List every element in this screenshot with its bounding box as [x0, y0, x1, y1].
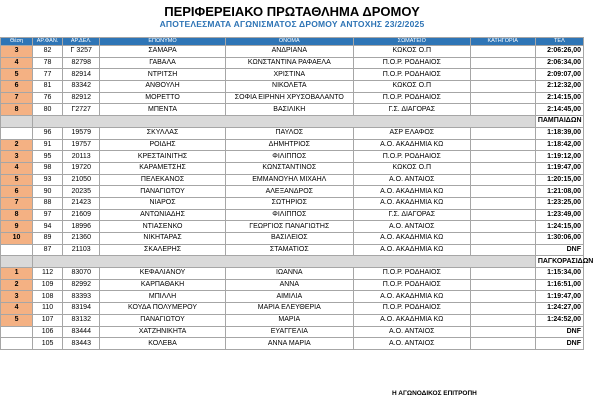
name-cell: ΒΑΣΙΛΕΙΟΣ [225, 233, 353, 245]
position-cell: 5 [1, 174, 33, 186]
bib-cell: 112 [33, 268, 63, 280]
header-surname: ΕΠΩΝΥΜΟ [100, 38, 225, 46]
name-cell: ΚΩΝΣΤΑΝΤΙΝΟΣ [225, 162, 353, 174]
category-cell [470, 92, 535, 104]
club-cell: Α.Ο. ΑΝΤΑΙΟΣ [353, 326, 470, 338]
club-cell: Π.Ο.Ρ. ΡΟΔΗΑΙΟΣ [353, 69, 470, 81]
time-cell: 1:30:06,00 [535, 233, 583, 245]
category-cell [470, 291, 535, 303]
bib-cell: 82 [33, 46, 63, 58]
club-cell: Α.Ο. ΑΚΑΔΗΜΙΑ ΚΩ [353, 139, 470, 151]
header-name: ΟΝΟΜΑ [225, 38, 353, 46]
table-row [1, 326, 584, 338]
surname-cell: ΝΤΙΑΣΕΝΚΟ [100, 221, 225, 233]
club-cell: ΚΩΚΟΣ Ο.Π [353, 162, 470, 174]
surname-cell: ΜΠΙΛΛΗ [100, 291, 225, 303]
category-cell [470, 303, 535, 315]
section-label-paides: ΠΑΜΠΑΙΔΩΝ [535, 116, 583, 128]
position-cell: 7 [1, 197, 33, 209]
club-cell: Γ.Σ. ΔΙΑΓΟΡΑΣ [353, 209, 470, 221]
category-cell [470, 174, 535, 186]
name-cell: ΣΤΑΜΑΤΙΟΣ [225, 244, 353, 256]
registration-cell: 21609 [63, 209, 100, 221]
table-row [1, 104, 584, 116]
bib-cell: 108 [33, 291, 63, 303]
bib-cell: 89 [33, 233, 63, 245]
header-category: ΚΑΤΗΓΟΡΙΑ [470, 38, 535, 46]
time-cell: 2:06:26,00 [535, 46, 583, 58]
registration-cell: 21423 [63, 197, 100, 209]
table-row [1, 186, 584, 198]
table-row [1, 69, 584, 81]
table-row [1, 46, 584, 58]
position-cell: 2 [1, 139, 33, 151]
category-cell [470, 221, 535, 233]
section-label-korasides: ΠΑΓΚΟΡΑΣΙΔΩΝ [535, 256, 583, 268]
position-cell: 6 [1, 186, 33, 198]
club-cell: Α.Ο. ΑΝΤΑΙΟΣ [353, 338, 470, 350]
position-cell: 4 [1, 57, 33, 69]
time-cell: 1:19:47,00 [535, 162, 583, 174]
club-cell: Α.Ο. ΑΚΑΔΗΜΙΑ ΚΩ [353, 314, 470, 326]
table-row [1, 57, 584, 69]
table-row [1, 314, 584, 326]
position-cell [1, 127, 33, 139]
surname-cell: ΜΠΕΝΤΑ [100, 104, 225, 116]
bib-cell: 87 [33, 244, 63, 256]
registration-cell: Γ 3257 [63, 46, 100, 58]
position-cell: 8 [1, 104, 33, 116]
club-cell: Α.Ο. ΑΚΑΔΗΜΙΑ ΚΩ [353, 244, 470, 256]
surname-cell: ΚΑΡΠΑΘΑΚΗ [100, 279, 225, 291]
registration-cell: 83444 [63, 326, 100, 338]
club-cell: Α.Ο. ΑΚΑΔΗΜΙΑ ΚΩ [353, 186, 470, 198]
surname-cell: ΡΟΙΔΗΣ [100, 139, 225, 151]
category-cell [470, 151, 535, 163]
bib-cell: 96 [33, 127, 63, 139]
table-row [1, 291, 584, 303]
table-row [1, 338, 584, 350]
category-cell [470, 57, 535, 69]
table-row [1, 174, 584, 186]
category-cell [470, 127, 535, 139]
name-cell: ΔΗΜΗΤΡΙΟΣ [225, 139, 353, 151]
registration-cell: 82914 [63, 69, 100, 81]
club-cell: Α.Ο. ΑΚΑΔΗΜΙΑ ΚΩ [353, 291, 470, 303]
header-time: ΤΕΛ [535, 38, 583, 46]
surname-cell: ΚΡΕΣΤΑΙΝΙΤΗΣ [100, 151, 225, 163]
name-cell: ΣΩΤΗΡΙΟΣ [225, 197, 353, 209]
name-cell: ΑΛΕΞΑΝΔΡΟΣ [225, 186, 353, 198]
section-korasides [1, 256, 593, 268]
time-cell: 1:24:52,00 [535, 314, 583, 326]
club-cell: ΑΣΡ ΕΛΑΦΟΣ [353, 127, 470, 139]
name-cell: ΕΥΑΓΓΕΛΙΑ [225, 326, 353, 338]
time-cell: 1:21:08,00 [535, 186, 583, 198]
category-cell [470, 268, 535, 280]
time-cell: 2:14:15,00 [535, 92, 583, 104]
category-cell [470, 244, 535, 256]
name-cell: ΦΙΛΙΠΠΟΣ [225, 151, 353, 163]
club-cell: Α.Ο. ΑΝΤΑΙΟΣ [353, 221, 470, 233]
time-cell: 1:23:25,00 [535, 197, 583, 209]
registration-cell: 20235 [63, 186, 100, 198]
bib-cell: 110 [33, 303, 63, 315]
surname-cell: ΚΟΛΕΒΑ [100, 338, 225, 350]
bib-cell: 106 [33, 326, 63, 338]
club-cell: Π.Ο.Ρ. ΡΟΔΗΑΙΟΣ [353, 303, 470, 315]
registration-cell: 83070 [63, 268, 100, 280]
bib-cell: 95 [33, 151, 63, 163]
header-position: Θέση [1, 38, 33, 46]
surname-cell: ΚΟΥΔΑ ΠΟΛΥΜΕΡΟΥ [100, 303, 225, 315]
header-club: ΣΩΜΑΤΕΙΟ [353, 38, 470, 46]
time-cell: 1:15:34,00 [535, 268, 583, 280]
club-cell: ΚΩΚΟΣ Ο.Π [353, 46, 470, 58]
position-cell: 5 [1, 69, 33, 81]
bib-cell: 107 [33, 314, 63, 326]
position-cell [1, 326, 33, 338]
position-cell: 4 [1, 162, 33, 174]
table-row [1, 139, 584, 151]
table-header-row [1, 38, 584, 46]
surname-cell: ΠΑΝΑΓΙΩΤΟΥ [100, 314, 225, 326]
time-cell: 1:24:27,00 [535, 303, 583, 315]
time-cell: 1:19:12,00 [535, 151, 583, 163]
registration-cell: 21050 [63, 174, 100, 186]
surname-cell: ΑΝΤΩΝΙΑΔΗΣ [100, 209, 225, 221]
footer-signature: Η ΑΓΩΝΟΔΙΚΟΣ ΕΠΙΤΡΟΠΗ [392, 390, 477, 397]
surname-cell: ΣΚΑΛΕΡΗΣ [100, 244, 225, 256]
time-cell: 1:16:51,00 [535, 279, 583, 291]
surname-cell: ΠΕΛΕΚΑΝΟΣ [100, 174, 225, 186]
section-paides [1, 116, 584, 128]
bib-cell: 80 [33, 104, 63, 116]
time-cell: 1:19:47,00 [535, 291, 583, 303]
bib-cell: 88 [33, 197, 63, 209]
category-cell [470, 338, 535, 350]
position-cell: 8 [1, 209, 33, 221]
category-cell [470, 279, 535, 291]
registration-cell: 21103 [63, 244, 100, 256]
time-cell: 1:18:39,00 [535, 127, 583, 139]
category-cell [470, 139, 535, 151]
registration-cell: 83393 [63, 291, 100, 303]
page-subtitle: ΑΠΟΤΕΛΕΣΜΑΤΑ ΑΓΩΝΙΣΜΑΤΟΣ ΔΡΟΜΟΥ ΑΝΤΟΧΗΣ 23/2/2025 [159, 19, 425, 29]
surname-cell: ΑΝΘΟΥΛΗ [100, 81, 225, 93]
registration-cell: 83443 [63, 338, 100, 350]
position-cell: 7 [1, 92, 33, 104]
position-cell: 6 [1, 81, 33, 93]
page-title: ΠΕΡΙΦΕΡΕΙΑΚΟ ΠΡΩΤΑΘΛΗΜΑ ΔΡΟΜΟΥ [164, 4, 420, 19]
name-cell: ΑΙΜΙΛΙΑ [225, 291, 353, 303]
club-cell: Α.Ο. ΑΚΑΔΗΜΙΑ ΚΩ [353, 197, 470, 209]
time-cell: 1:18:42,00 [535, 139, 583, 151]
time-cell: DNF [535, 244, 583, 256]
position-cell: 5 [1, 314, 33, 326]
category-cell [470, 81, 535, 93]
name-cell: ΝΙΚΟΛΕΤΑ [225, 81, 353, 93]
name-cell: ΜΑΡΙΑ ΕΛΕΥΘΕΡΙΑ [225, 303, 353, 315]
category-cell [470, 104, 535, 116]
bib-cell: 78 [33, 57, 63, 69]
position-cell: 1 [1, 268, 33, 280]
surname-cell: ΚΑΡΑΜΕΤΣΗΣ [100, 162, 225, 174]
bib-cell: 109 [33, 279, 63, 291]
time-cell: 2:06:34,00 [535, 57, 583, 69]
korasides-results [1, 268, 584, 350]
category-cell [470, 162, 535, 174]
bib-cell: 93 [33, 174, 63, 186]
registration-cell: 82798 [63, 57, 100, 69]
name-cell: ΕΜΜΑΝΟΥΗΛ ΜΙΧΑΗΛ [225, 174, 353, 186]
name-cell: ΒΑΣΙΛΙΚΗ [225, 104, 353, 116]
header-bib: ΑΡ.ΦΑΝ. [33, 38, 63, 46]
surname-cell: ΝΙΑΡΟΣ [100, 197, 225, 209]
club-cell: Π.Ο.Ρ. ΡΟΔΗΑΙΟΣ [353, 279, 470, 291]
position-cell [1, 244, 33, 256]
bib-cell: 97 [33, 209, 63, 221]
category-cell [470, 326, 535, 338]
registration-cell: 83342 [63, 81, 100, 93]
position-cell: 9 [1, 221, 33, 233]
registration-cell: 19757 [63, 139, 100, 151]
section-row [1, 116, 584, 128]
table-row [1, 233, 584, 245]
surname-cell: ΧΑΤΖΗΝΙΚΗΤΑ [100, 326, 225, 338]
registration-cell: 18996 [63, 221, 100, 233]
time-cell: 2:12:32,00 [535, 81, 583, 93]
table-row [1, 209, 584, 221]
table-row [1, 279, 584, 291]
registration-cell: 82992 [63, 279, 100, 291]
club-cell: Π.Ο.Ρ. ΡΟΔΗΑΙΟΣ [353, 92, 470, 104]
bib-cell: 94 [33, 221, 63, 233]
category-cell [470, 314, 535, 326]
table-row [1, 268, 584, 280]
club-cell: Α.Ο. ΑΝΤΑΙΟΣ [353, 174, 470, 186]
table-row [1, 197, 584, 209]
name-cell: ΦΙΛΙΠΠΟΣ [225, 209, 353, 221]
surname-cell: ΠΑΝΑΓΙΩΤΟΥ [100, 186, 225, 198]
position-cell: 3 [1, 151, 33, 163]
category-cell [470, 233, 535, 245]
registration-cell: 21360 [63, 233, 100, 245]
bib-cell: 105 [33, 338, 63, 350]
bib-cell: 90 [33, 186, 63, 198]
name-cell: ΣΟΦΙΑ ΕΙΡΗΝΗ ΧΡΥΣΟΒΑΛΑΝΤΟ [225, 92, 353, 104]
registration-cell: 19579 [63, 127, 100, 139]
position-cell: 10 [1, 233, 33, 245]
table-row [1, 162, 584, 174]
registration-cell: 19720 [63, 162, 100, 174]
surname-cell: ΓΑΒΑΛΑ [100, 57, 225, 69]
table-row [1, 92, 584, 104]
results-table [0, 37, 593, 350]
position-cell: 3 [1, 46, 33, 58]
name-cell: ΙΩΑΝΝΑ [225, 268, 353, 280]
club-cell: ΚΩΚΟΣ Ο.Π [353, 81, 470, 93]
surname-cell: ΣΑΜΑΡΑ [100, 46, 225, 58]
time-cell: 1:23:49,00 [535, 209, 583, 221]
bib-cell: 91 [33, 139, 63, 151]
category-cell [470, 209, 535, 221]
category-cell [470, 186, 535, 198]
name-cell: ΚΩΝΣΤΑΝΤΙΝΑ ΡΑΦΑΕΛΑ [225, 57, 353, 69]
name-cell: ΑΝΔΡΙΑΝΑ [225, 46, 353, 58]
surname-cell: ΣΚΥΛΛΑΣ [100, 127, 225, 139]
name-cell: ΑΝΝΑ [225, 279, 353, 291]
name-cell: ΜΑΡΙΑ [225, 314, 353, 326]
club-cell: Α.Ο. ΑΚΑΔΗΜΙΑ ΚΩ [353, 233, 470, 245]
category-cell [470, 46, 535, 58]
table-row [1, 221, 584, 233]
table-row [1, 303, 584, 315]
time-cell: 1:24:15,00 [535, 221, 583, 233]
header-registration: ΑΡ.ΔΕΛ. [63, 38, 100, 46]
surname-cell: ΝΤΡΙΤΣΗ [100, 69, 225, 81]
name-cell: ΑΝΝΑ ΜΑΡΙΑ [225, 338, 353, 350]
table-row [1, 127, 584, 139]
table-row [1, 244, 584, 256]
club-cell: Π.Ο.Ρ. ΡΟΔΗΑΙΟΣ [353, 268, 470, 280]
name-cell: ΓΕΩΡΓΙΟΣ ΠΑΝΑΓΙΩΤΗΣ [225, 221, 353, 233]
category-cell [470, 197, 535, 209]
time-cell: DNF [535, 326, 583, 338]
table-row [1, 151, 584, 163]
club-cell: Π.Ο.Ρ. ΡΟΔΗΑΙΟΣ [353, 151, 470, 163]
surname-cell: ΝΙΚΗΤΑΡΑΣ [100, 233, 225, 245]
bib-cell: 77 [33, 69, 63, 81]
surname-cell: ΚΕΦΑΛΙΑΝΟΥ [100, 268, 225, 280]
time-cell: 2:14:45,00 [535, 104, 583, 116]
name-cell: ΠΑΥΛΟΣ [225, 127, 353, 139]
position-cell: 2 [1, 279, 33, 291]
registration-cell: 83194 [63, 303, 100, 315]
section-row [1, 256, 584, 268]
top-results [1, 46, 584, 116]
paides-results [1, 127, 584, 256]
registration-cell: 20113 [63, 151, 100, 163]
club-cell: Π.Ο.Ρ. ΡΟΔΗΑΙΟΣ [353, 57, 470, 69]
club-cell: Γ.Σ. ΔΙΑΓΟΡΑΣ [353, 104, 470, 116]
time-cell: 1:20:15,00 [535, 174, 583, 186]
name-cell: ΧΡΙΣΤΙΝΑ [225, 69, 353, 81]
position-cell [1, 338, 33, 350]
time-cell: 2:09:07,00 [535, 69, 583, 81]
position-cell: 4 [1, 303, 33, 315]
surname-cell: ΜΟΡΕΤΤΟ [100, 92, 225, 104]
registration-cell: 83132 [63, 314, 100, 326]
bib-cell: 76 [33, 92, 63, 104]
bib-cell: 81 [33, 81, 63, 93]
registration-cell: 82912 [63, 92, 100, 104]
bib-cell: 98 [33, 162, 63, 174]
table-row [1, 81, 584, 93]
category-cell [470, 69, 535, 81]
position-cell: 3 [1, 291, 33, 303]
time-cell: DNF [535, 338, 583, 350]
registration-cell: Γ2727 [63, 104, 100, 116]
